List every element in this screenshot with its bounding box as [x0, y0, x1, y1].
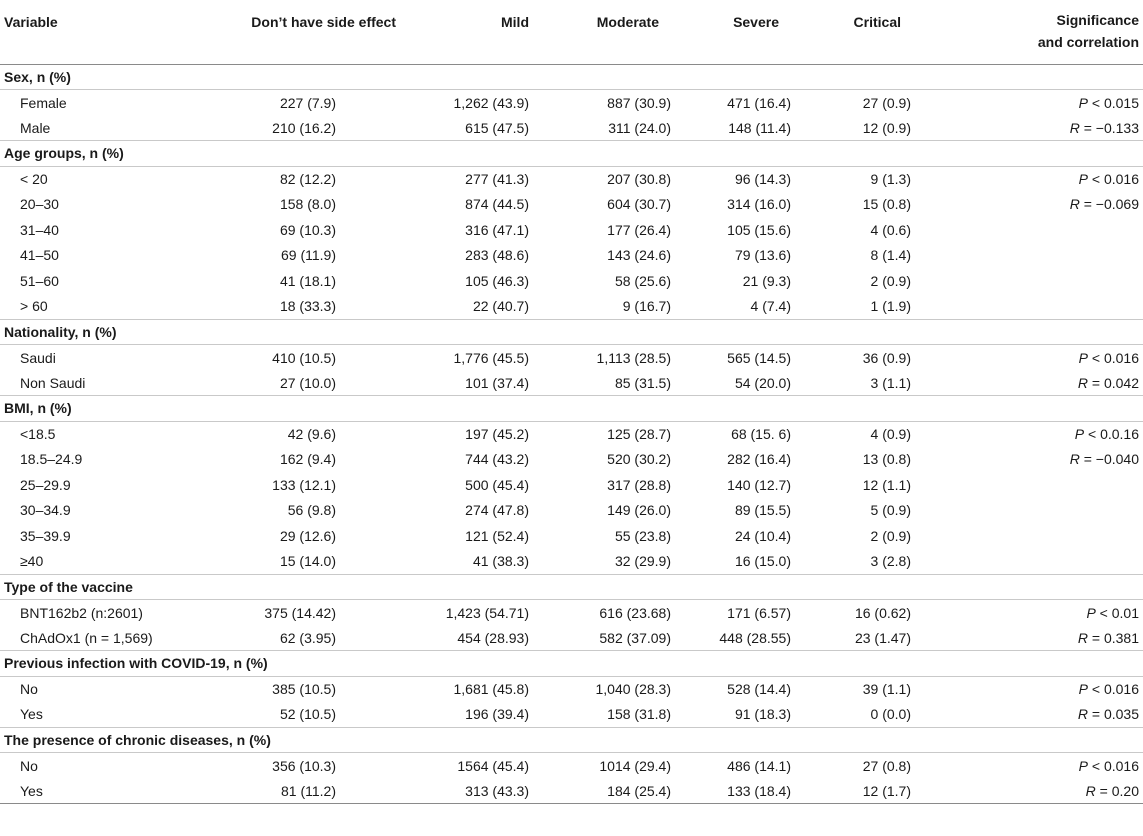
group-title: Age groups, n (%)	[0, 141, 1143, 167]
cell-mild: 196 (39.4)	[465, 706, 529, 722]
cell-significance: P < 0.016	[1078, 681, 1139, 697]
table-row	[0, 523, 1143, 549]
row-label: 51–60	[20, 272, 59, 289]
cell-severe: 79 (13.6)	[734, 247, 791, 264]
cell-significance	[933, 294, 1143, 320]
cell-no-side-effect: 133 (12.1)	[272, 476, 336, 493]
cell-moderate: 149 (26.0)	[607, 502, 671, 519]
cell-no-side-effect: 52 (10.5)	[279, 706, 336, 722]
cell-severe: 528 (14.4)	[727, 681, 791, 697]
table-row	[0, 90, 1143, 116]
cell-no-side-effect: 69 (10.3)	[279, 221, 336, 238]
cell-critical: 2 (0.9)	[870, 272, 911, 289]
group-row	[0, 727, 1143, 753]
cell-severe: 4 (7.4)	[750, 298, 791, 314]
cell-mild: 101 (37.4)	[465, 374, 529, 391]
cell-significance	[933, 217, 1143, 243]
row-label: 31–40	[20, 221, 59, 238]
cell-mild: 744 (43.2)	[465, 451, 529, 468]
cell-significance: P < 0.015	[1078, 94, 1139, 111]
table-row	[0, 294, 1143, 320]
table-row	[0, 345, 1143, 371]
table-row	[0, 166, 1143, 192]
row-label: 25–29.9	[20, 476, 71, 493]
cell-no-side-effect: 27 (10.0)	[279, 374, 336, 391]
header-moderate: Moderate	[550, 0, 693, 64]
cell-mild: 500 (45.4)	[465, 476, 529, 493]
cell-severe: 89 (15.5)	[734, 502, 791, 519]
cell-mild: 105 (46.3)	[465, 272, 529, 289]
table-row	[0, 600, 1143, 626]
cell-critical: 23 (1.47)	[854, 629, 911, 646]
cell-significance: R = −0.069	[1069, 196, 1139, 213]
cell-no-side-effect: 82 (12.2)	[279, 171, 336, 187]
cell-no-side-effect: 15 (14.0)	[279, 553, 336, 569]
header-severe: Severe	[693, 0, 813, 64]
cell-critical: 36 (0.9)	[862, 349, 911, 366]
header-row	[0, 0, 1143, 64]
cell-moderate: 58 (25.6)	[614, 272, 671, 289]
group-title: BMI, n (%)	[0, 396, 1143, 422]
cell-mild: 1,681 (45.8)	[453, 681, 529, 697]
cell-moderate: 1,040 (28.3)	[595, 681, 671, 697]
table-row	[0, 702, 1143, 728]
cell-no-side-effect: 410 (10.5)	[272, 349, 336, 366]
cell-critical: 5 (0.9)	[870, 502, 911, 519]
row-label: ≥40	[20, 553, 44, 569]
cell-mild: 454 (28.93)	[457, 629, 529, 646]
cell-significance: R = −0.133	[1069, 119, 1139, 136]
cell-moderate: 1,113 (28.5)	[596, 349, 671, 366]
table-row	[0, 472, 1143, 498]
cell-no-side-effect: 158 (8.0)	[279, 196, 336, 213]
cell-severe: 105 (15.6)	[727, 221, 791, 238]
cell-significance	[933, 523, 1143, 549]
cell-significance: R = 0.042	[1077, 374, 1139, 391]
group-title: Type of the vaccine	[0, 574, 1143, 600]
cell-significance	[933, 472, 1143, 498]
table-row	[0, 243, 1143, 269]
cell-critical: 8 (1.4)	[870, 247, 911, 264]
cell-no-side-effect: 42 (9.6)	[287, 426, 336, 442]
row-label: < 20	[20, 171, 48, 187]
table-row	[0, 217, 1143, 243]
group-title: Nationality, n (%)	[0, 319, 1143, 345]
cell-severe: 91 (18.3)	[734, 706, 791, 722]
cell-critical: 3 (2.8)	[870, 553, 911, 569]
table-body	[0, 64, 1143, 804]
cell-severe: 471 (16.4)	[727, 94, 791, 111]
cell-significance: P < 0.016	[1078, 171, 1139, 187]
group-row	[0, 574, 1143, 600]
row-label: 35–39.9	[20, 527, 71, 544]
row-label: Non Saudi	[20, 374, 86, 391]
cell-severe: 565 (14.5)	[727, 349, 791, 366]
cell-mild: 41 (38.3)	[472, 553, 529, 569]
header-significance	[933, 0, 1143, 64]
cell-significance	[933, 243, 1143, 269]
cell-critical: 4 (0.6)	[870, 221, 911, 238]
cell-severe: 133 (18.4)	[693, 778, 813, 804]
cell-no-side-effect: 18 (33.3)	[279, 298, 336, 314]
cell-moderate: 311 (24.0)	[608, 119, 671, 136]
group-title: Previous infection with COVID-19, n (%)	[0, 651, 1143, 677]
group-row	[0, 141, 1143, 167]
cell-severe: 448 (28.55)	[719, 629, 791, 646]
cell-moderate: 616 (23.68)	[599, 604, 671, 621]
cell-significance: R = −0.040	[1069, 451, 1139, 468]
table-row	[0, 498, 1143, 524]
cell-severe: 171 (6.57)	[727, 604, 791, 621]
cell-significance: R = 0.035	[1077, 706, 1139, 722]
table-row	[0, 421, 1143, 447]
cell-moderate: 582 (37.09)	[599, 629, 671, 646]
cell-mild: 1,262 (43.9)	[453, 94, 529, 111]
cell-no-side-effect: 69 (11.9)	[281, 247, 336, 264]
cell-mild: 1,776 (45.5)	[453, 349, 529, 366]
cell-mild: 277 (41.3)	[465, 171, 529, 187]
table-row	[0, 115, 1143, 141]
cell-no-side-effect: 62 (3.95)	[279, 629, 336, 646]
header-no-side-effect: Don’t have side effect	[178, 0, 398, 64]
cell-moderate: 1014 (29.4)	[599, 757, 671, 774]
cell-critical: 27 (0.9)	[862, 94, 911, 111]
cell-mild: 615 (47.5)	[465, 119, 529, 136]
cell-no-side-effect: 41 (18.1)	[279, 272, 336, 289]
cell-critical: 9 (1.3)	[870, 171, 911, 187]
cell-mild: 283 (48.6)	[465, 247, 529, 264]
cell-moderate: 604 (30.7)	[607, 196, 671, 213]
header-mild: Mild	[398, 0, 550, 64]
cell-moderate: 184 (25.4)	[550, 778, 693, 804]
group-row	[0, 651, 1143, 677]
table-row	[0, 268, 1143, 294]
cell-no-side-effect: 356 (10.3)	[272, 757, 336, 774]
cell-mild: 22 (40.7)	[472, 298, 529, 314]
table-row	[0, 447, 1143, 473]
cell-no-side-effect: 375 (14.42)	[264, 604, 336, 621]
table-row	[0, 778, 1143, 804]
row-label: No	[20, 757, 38, 774]
cell-severe: 486 (14.1)	[727, 757, 791, 774]
cell-moderate: 32 (29.9)	[614, 553, 671, 569]
cell-critical: 12 (1.1)	[862, 476, 911, 493]
row-label: 20–30	[20, 196, 59, 213]
cell-mild: 274 (47.8)	[465, 502, 529, 519]
cell-moderate: 520 (30.2)	[607, 451, 671, 468]
cell-critical: 1 (1.9)	[870, 298, 911, 314]
cell-mild: 316 (47.1)	[465, 221, 529, 238]
cell-severe: 54 (20.0)	[734, 374, 791, 391]
cell-no-side-effect: 162 (9.4)	[279, 451, 336, 468]
table-row	[0, 625, 1143, 651]
row-label: BNT162b2 (n:2601)	[20, 604, 143, 621]
cell-significance: P < 0.0.16	[1074, 426, 1139, 442]
cell-no-side-effect: 385 (10.5)	[272, 681, 336, 697]
row-label: ChAdOx1 (n = 1,569)	[20, 629, 153, 646]
cell-moderate: 887 (30.9)	[607, 94, 671, 111]
group-row	[0, 64, 1143, 90]
cell-critical: 12 (0.9)	[862, 119, 911, 136]
cell-moderate: 85 (31.5)	[614, 374, 671, 391]
cell-mild: 121 (52.4)	[465, 527, 529, 544]
row-label: > 60	[20, 298, 48, 314]
cell-severe: 16 (15.0)	[734, 553, 791, 569]
cell-no-side-effect: 56 (9.8)	[287, 502, 336, 519]
cell-no-side-effect: 29 (12.6)	[279, 527, 336, 544]
row-label: 18.5–24.9	[20, 451, 83, 468]
cell-moderate: 177 (26.4)	[607, 221, 671, 238]
cell-critical: 15 (0.8)	[862, 196, 911, 213]
cell-severe: 140 (12.7)	[727, 476, 791, 493]
cell-severe: 148 (11.4)	[728, 119, 791, 136]
cell-significance	[933, 549, 1143, 575]
group-title: Sex, n (%)	[0, 64, 1143, 90]
header-significance-line2: and correlation	[1037, 34, 1139, 50]
cell-no-side-effect: 81 (11.2)	[178, 778, 398, 804]
cell-severe: 21 (9.3)	[742, 272, 791, 289]
cell-severe: 96 (14.3)	[734, 171, 791, 187]
row-label: Yes	[0, 778, 178, 804]
cell-critical: 27 (0.8)	[862, 757, 911, 774]
row-label: Yes	[20, 706, 43, 722]
cell-mild: 197 (45.2)	[465, 426, 529, 442]
cell-significance: R = 0.381	[1077, 629, 1139, 646]
cell-moderate: 125 (28.7)	[607, 426, 671, 442]
cell-severe: 282 (16.4)	[727, 451, 791, 468]
row-label: <18.5	[20, 426, 56, 442]
cell-moderate: 55 (23.8)	[614, 527, 671, 544]
cell-significance: P < 0.016	[1078, 757, 1139, 774]
group-row	[0, 396, 1143, 422]
cell-no-side-effect: 210 (16.2)	[272, 119, 336, 136]
cell-significance	[933, 268, 1143, 294]
cell-critical: 13 (0.8)	[862, 451, 911, 468]
cell-severe: 314 (16.0)	[727, 196, 791, 213]
row-label: 41–50	[20, 247, 59, 264]
cell-mild: 1564 (45.4)	[457, 757, 529, 774]
table-row	[0, 753, 1143, 779]
cell-critical: 12 (1.7)	[813, 778, 933, 804]
cell-moderate: 9 (16.7)	[622, 298, 671, 314]
row-label: Saudi	[20, 349, 56, 366]
cell-critical: 0 (0.0)	[870, 706, 911, 722]
cell-no-side-effect: 227 (7.9)	[279, 94, 336, 111]
cell-severe: 68 (15. 6)	[731, 426, 791, 442]
header-variable: Variable	[0, 0, 178, 64]
cell-critical: 4 (0.9)	[870, 426, 911, 442]
group-row	[0, 319, 1143, 345]
table-row	[0, 370, 1143, 396]
cell-significance: P < 0.016	[1078, 349, 1139, 366]
row-label: 30–34.9	[20, 502, 71, 519]
cell-moderate: 143 (24.6)	[607, 247, 671, 264]
cell-mild: 874 (44.5)	[465, 196, 529, 213]
row-label: Female	[20, 94, 67, 111]
cell-critical: 2 (0.9)	[870, 527, 911, 544]
cell-moderate: 317 (28.8)	[607, 476, 671, 493]
cell-critical: 3 (1.1)	[870, 374, 911, 391]
cell-significance: R = 0.20	[933, 778, 1143, 804]
cell-mild: 1,423 (54.71)	[445, 604, 529, 621]
cell-moderate: 158 (31.8)	[607, 706, 671, 722]
table-row	[0, 549, 1143, 575]
cell-moderate: 207 (30.8)	[607, 171, 671, 187]
cell-critical: 16 (0.62)	[854, 604, 911, 621]
group-title: The presence of chronic diseases, n (%)	[0, 727, 1143, 753]
row-label: No	[20, 681, 38, 697]
cell-critical: 39 (1.1)	[862, 681, 911, 697]
header-critical: Critical	[813, 0, 933, 64]
cell-severe: 24 (10.4)	[734, 527, 791, 544]
header-significance-line1: Significance	[1056, 12, 1139, 28]
cell-significance	[933, 498, 1143, 524]
table-row	[0, 676, 1143, 702]
row-label: Male	[20, 119, 51, 136]
cell-significance: P < 0.01	[1086, 604, 1139, 621]
table-row	[0, 192, 1143, 218]
cell-mild: 313 (43.3)	[398, 778, 550, 804]
